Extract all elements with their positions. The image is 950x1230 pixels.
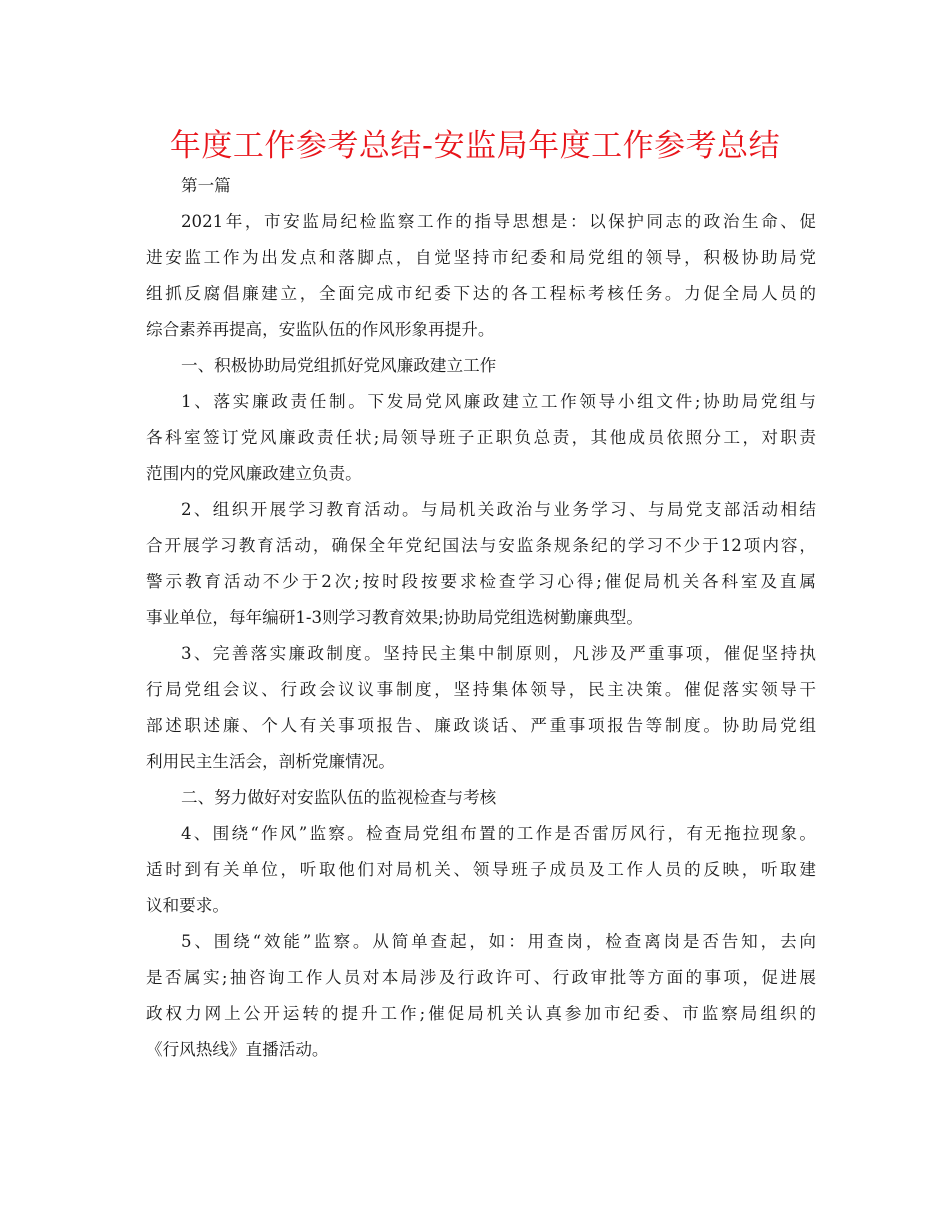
section-heading: 一、积极协助局党组抓好党风廉政建立工作 <box>181 356 497 375</box>
paragraph-line: 警示教育活动不少于2次;按时段按要求检查学习心得;催促局机关各科室及直属 <box>146 572 816 591</box>
paragraph-line: 3、完善落实廉政制度。坚持民主集中制原则，凡涉及严重事项，催促坚持执 <box>181 644 816 663</box>
paragraph-line: 2、组织开展学习教育活动。与局机关政治与业务学习、与局党支部活动相结 <box>181 500 816 519</box>
paragraph-line: 范围内的党风廉政建立负责。 <box>146 464 362 483</box>
paragraph-line: 是否属实;抽咨询工作人员对本局涉及行政许可、行政审批等方面的事项，促进展 <box>146 968 816 987</box>
section-heading: 二、努力做好对安监队伍的监视检查与考核 <box>181 788 497 807</box>
paragraph-line: 组抓反腐倡廉建立，全面完成市纪委下达的各工程标考核任务。力促全局人员的 <box>146 284 816 303</box>
document-body <box>146 168 816 1068</box>
paragraph-line: 2021年，市安监局纪检监察工作的指导思想是：以保护同志的政治生命、促 <box>181 212 816 231</box>
paragraph-line: 合开展学习教育活动，确保全年党纪国法与安监条规条纪的学习不少于12项内容， <box>146 536 816 555</box>
paragraph-line: 综合素养再提高，安监队伍的作风形象再提升。 <box>146 320 495 339</box>
paragraph-line: 1、落实廉政责任制。下发局党风廉政建立工作领导小组文件;协助局党组与 <box>181 392 816 411</box>
paragraph-line: 部述职述廉、个人有关事项报告、廉政谈话、严重事项报告等制度。协助局党组 <box>146 716 816 735</box>
paragraph-line: 利用民主生活会，剖析党廉情况。 <box>146 752 395 771</box>
paragraph-line: 4、围绕“作风”监察。检查局党组布置的工作是否雷厉风行，有无拖拉现象。 <box>181 824 816 843</box>
paragraph-line: 5、围绕“效能”监察。从简单查起，如：用查岗，检查离岗是否告知，去向 <box>181 932 816 951</box>
paragraph-line: 议和要求。 <box>146 896 229 915</box>
paragraph-line: 各科室签订党风廉政责任状;局领导班子正职负总责，其他成员依照分工，对职责 <box>146 428 816 447</box>
paragraph-line: 行局党组会议、行政会议议事制度，坚持集体领导，民主决策。催促落实领导干 <box>146 680 816 699</box>
paragraph-line: 政权力网上公开运转的提升工作;催促局机关认真参加市纪委、市监察局组织的 <box>146 1004 816 1023</box>
paragraph-line: 进安监工作为出发点和落脚点，自觉坚持市纪委和局党组的领导，积极协助局党 <box>146 248 816 267</box>
document-title: 年度工作参考总结-安监局年度工作参考总结 <box>169 128 781 164</box>
paragraph-line: 事业单位，每年编研1-3则学习教育效果;协助局党组选树勤廉典型。 <box>146 608 643 627</box>
paragraph-line: 《行风热线》直播活动。 <box>146 1040 329 1059</box>
paragraph-line: 适时到有关单位，听取他们对局机关、领导班子成员及工作人员的反映，听取建 <box>146 860 816 879</box>
section-heading: 第一篇 <box>181 176 231 195</box>
